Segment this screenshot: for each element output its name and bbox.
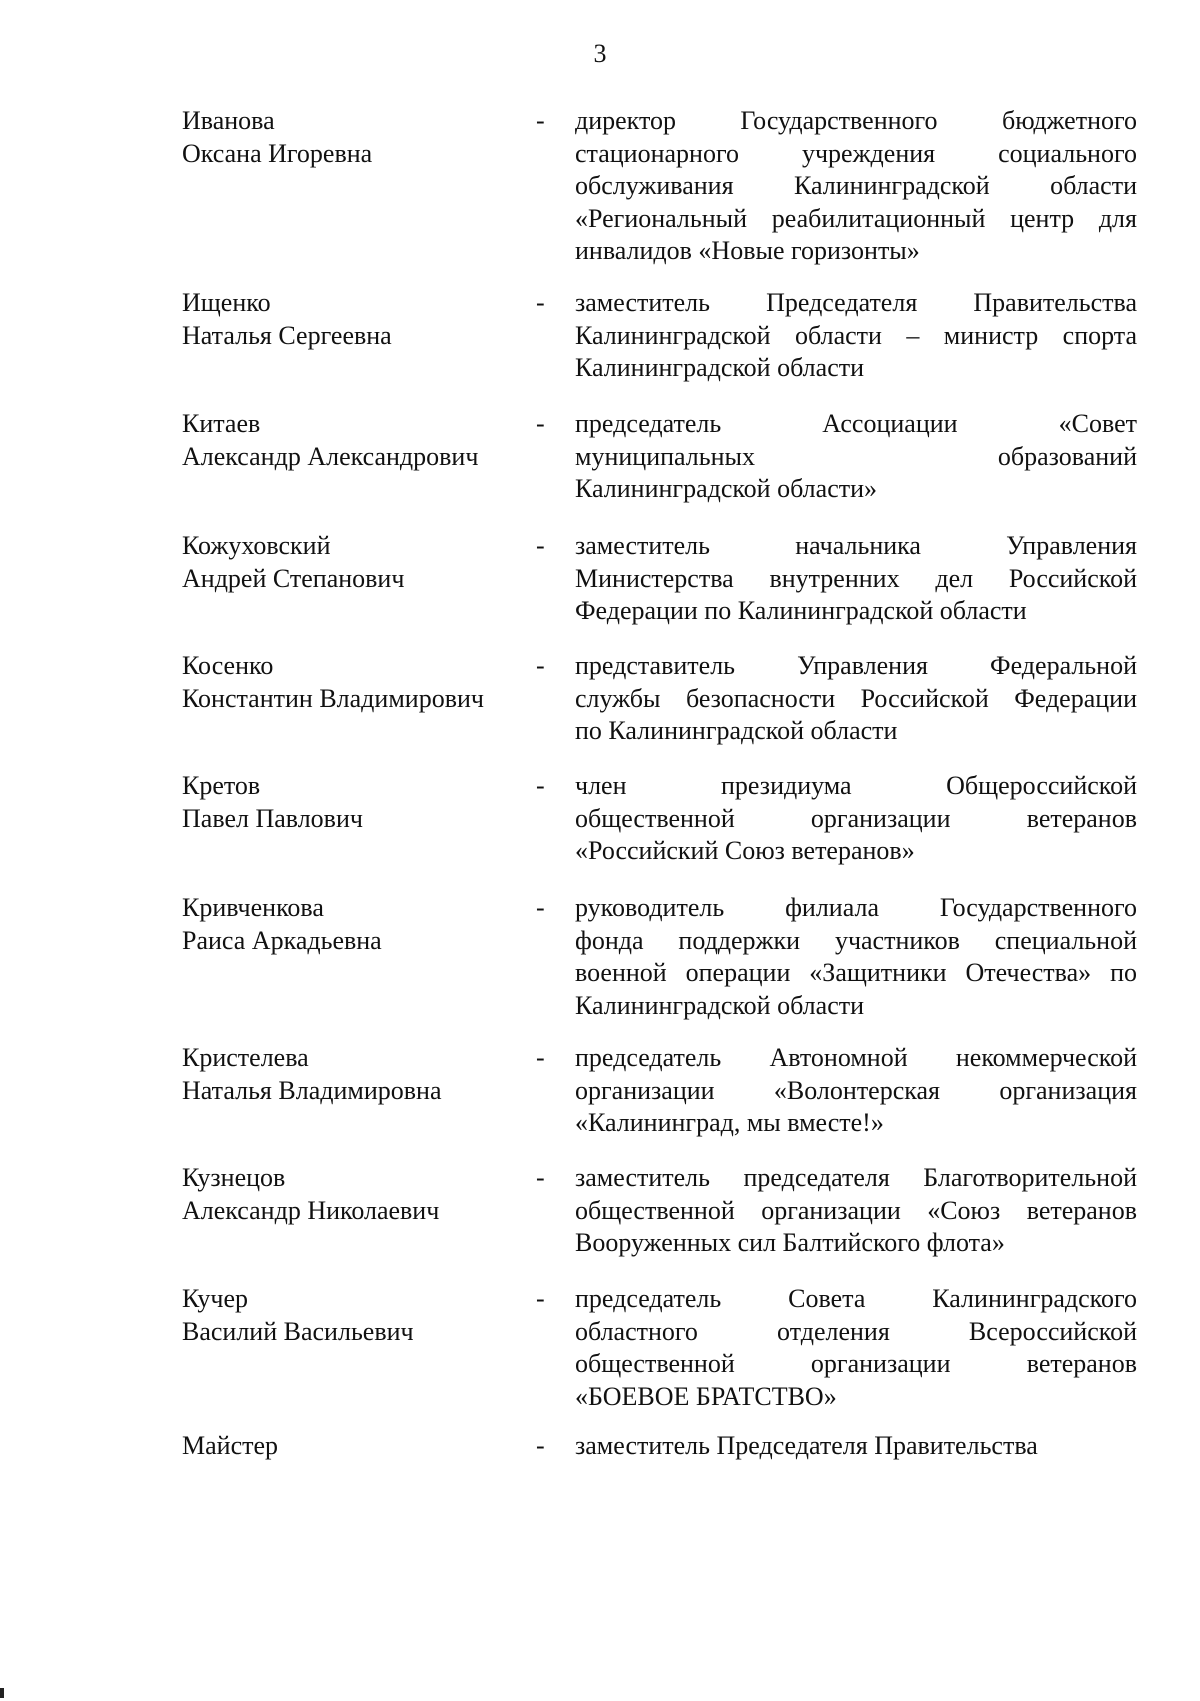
- position-line: муниципальных образований: [575, 441, 1137, 471]
- position-line: «Калининград, мы вместе!»: [575, 1108, 884, 1137]
- member-surname: Иванова: [182, 106, 275, 135]
- position-line: службы безопасности Российской Федерации: [575, 683, 1137, 713]
- scan-edge-mark: [0, 1688, 4, 1698]
- member-surname: Кузнецов: [182, 1163, 286, 1192]
- position-line: областного отделения Всероссийской: [575, 1316, 1137, 1346]
- position-line: председатель Автономной некоммерческой: [575, 1043, 1137, 1072]
- member-position: [575, 1162, 1137, 1260]
- member-given-names: Александр Александрович: [182, 441, 479, 471]
- member-given-names: Константин Владимирович: [182, 683, 484, 713]
- position-line: инвалидов «Новые горизонты»: [575, 236, 920, 265]
- position-line: Калининградской области: [575, 353, 865, 382]
- position-line: председатель Совета Калининградского: [575, 1284, 1137, 1313]
- member-surname: Ищенко: [182, 288, 271, 317]
- position-line: Министерства внутренних дел Российской: [575, 563, 1137, 593]
- member-name: [182, 650, 522, 715]
- dash-separator: -: [536, 409, 545, 438]
- member-position: [575, 530, 1137, 628]
- member-position: [575, 770, 1137, 868]
- position-line: общественной организации ветеранов: [575, 803, 1137, 833]
- position-line: Вооруженных сил Балтийского флота»: [575, 1228, 1005, 1257]
- position-line: Калининградской области: [575, 990, 865, 1020]
- position-line: руководитель филиала Государственного: [575, 893, 1137, 922]
- position-line: Калининградской области»: [575, 474, 878, 503]
- member-name: [182, 530, 522, 595]
- position-line: по Калининградской области: [575, 716, 898, 745]
- member-name: [182, 408, 522, 473]
- position-line: обслуживания Калининградской области: [575, 171, 1137, 200]
- dash-separator: -: [536, 1163, 545, 1192]
- position-line: член президиума Общероссийской: [575, 771, 1137, 800]
- position-line: представитель Управления Федеральной: [575, 651, 1137, 680]
- position-line: директор Государственного бюджетного: [575, 106, 1137, 135]
- position-line: заместитель председателя Благотворительной: [575, 1163, 1137, 1192]
- member-given-names: Василий Васильевич: [182, 1316, 414, 1346]
- position-line: заместитель Председателя Правительства: [575, 1431, 1038, 1460]
- position-line: «БОЕВОЕ БРАТСТВО»: [575, 1381, 837, 1411]
- member-name: [182, 1042, 522, 1107]
- member-name: [182, 287, 522, 352]
- member-position: [575, 892, 1137, 1022]
- position-line: «Региональный реабилитационный центр для: [575, 203, 1137, 233]
- member-position: [575, 105, 1137, 268]
- member-given-names: Александр Николаевич: [182, 1195, 440, 1225]
- position-line: стационарного учреждения социального: [575, 138, 1137, 168]
- position-line: фонда поддержки участников специальной: [575, 925, 1137, 955]
- position-line: общественной организации ветеранов: [575, 1349, 1137, 1378]
- dash-separator: -: [536, 288, 545, 317]
- position-line: заместитель начальника Управления: [575, 531, 1137, 560]
- position-line: организации «Волонтерская организация: [575, 1075, 1137, 1105]
- dash-separator: -: [536, 771, 545, 800]
- member-position: [575, 1430, 1137, 1463]
- dash-separator: -: [536, 531, 545, 560]
- member-position: [575, 1283, 1137, 1413]
- member-surname: Кожуховский: [182, 531, 331, 560]
- member-given-names: Андрей Степанович: [182, 563, 405, 593]
- member-position: [575, 1042, 1137, 1140]
- member-surname: Кучер: [182, 1284, 249, 1313]
- member-given-names: Павел Павлович: [182, 803, 363, 833]
- member-given-names: Наталья Владимировна: [182, 1075, 442, 1105]
- member-surname: Кретов: [182, 771, 261, 800]
- dash-separator: -: [536, 893, 545, 922]
- member-position: [575, 408, 1137, 506]
- member-given-names: Оксана Игоревна: [182, 138, 373, 168]
- member-surname: Майстер: [182, 1431, 279, 1460]
- member-surname: Китаев: [182, 409, 261, 438]
- dash-separator: -: [536, 1431, 545, 1460]
- member-given-names: Раиса Аркадьевна: [182, 925, 382, 955]
- position-line: Федерации по Калининградской области: [575, 596, 1027, 625]
- position-line: военной операции «Защитники Отечества» по: [575, 958, 1137, 987]
- position-line: заместитель Председателя Правительства: [575, 288, 1137, 317]
- dash-separator: -: [536, 1043, 545, 1072]
- position-line: председатель Ассоциации «Совет: [575, 409, 1137, 438]
- dash-separator: -: [536, 1284, 545, 1313]
- member-name: [182, 1283, 522, 1348]
- position-line: Калининградской области – министр спорта: [575, 320, 1137, 350]
- member-surname: Кристелева: [182, 1043, 309, 1072]
- member-position: [575, 287, 1137, 385]
- member-name: [182, 105, 522, 170]
- member-name: [182, 770, 522, 835]
- member-given-names: Наталья Сергеевна: [182, 320, 392, 350]
- dash-separator: -: [536, 651, 545, 680]
- page-number: 3: [593, 39, 607, 68]
- dash-separator: -: [536, 106, 545, 135]
- member-surname: Косенко: [182, 651, 274, 680]
- member-name: [182, 1430, 522, 1463]
- position-line: общественной организации «Союз ветеранов: [575, 1195, 1137, 1225]
- member-position: [575, 650, 1137, 748]
- position-line: «Российский Союз ветеранов»: [575, 836, 915, 865]
- member-name: [182, 1162, 522, 1227]
- member-name: [182, 892, 522, 957]
- member-surname: Кривченкова: [182, 893, 324, 922]
